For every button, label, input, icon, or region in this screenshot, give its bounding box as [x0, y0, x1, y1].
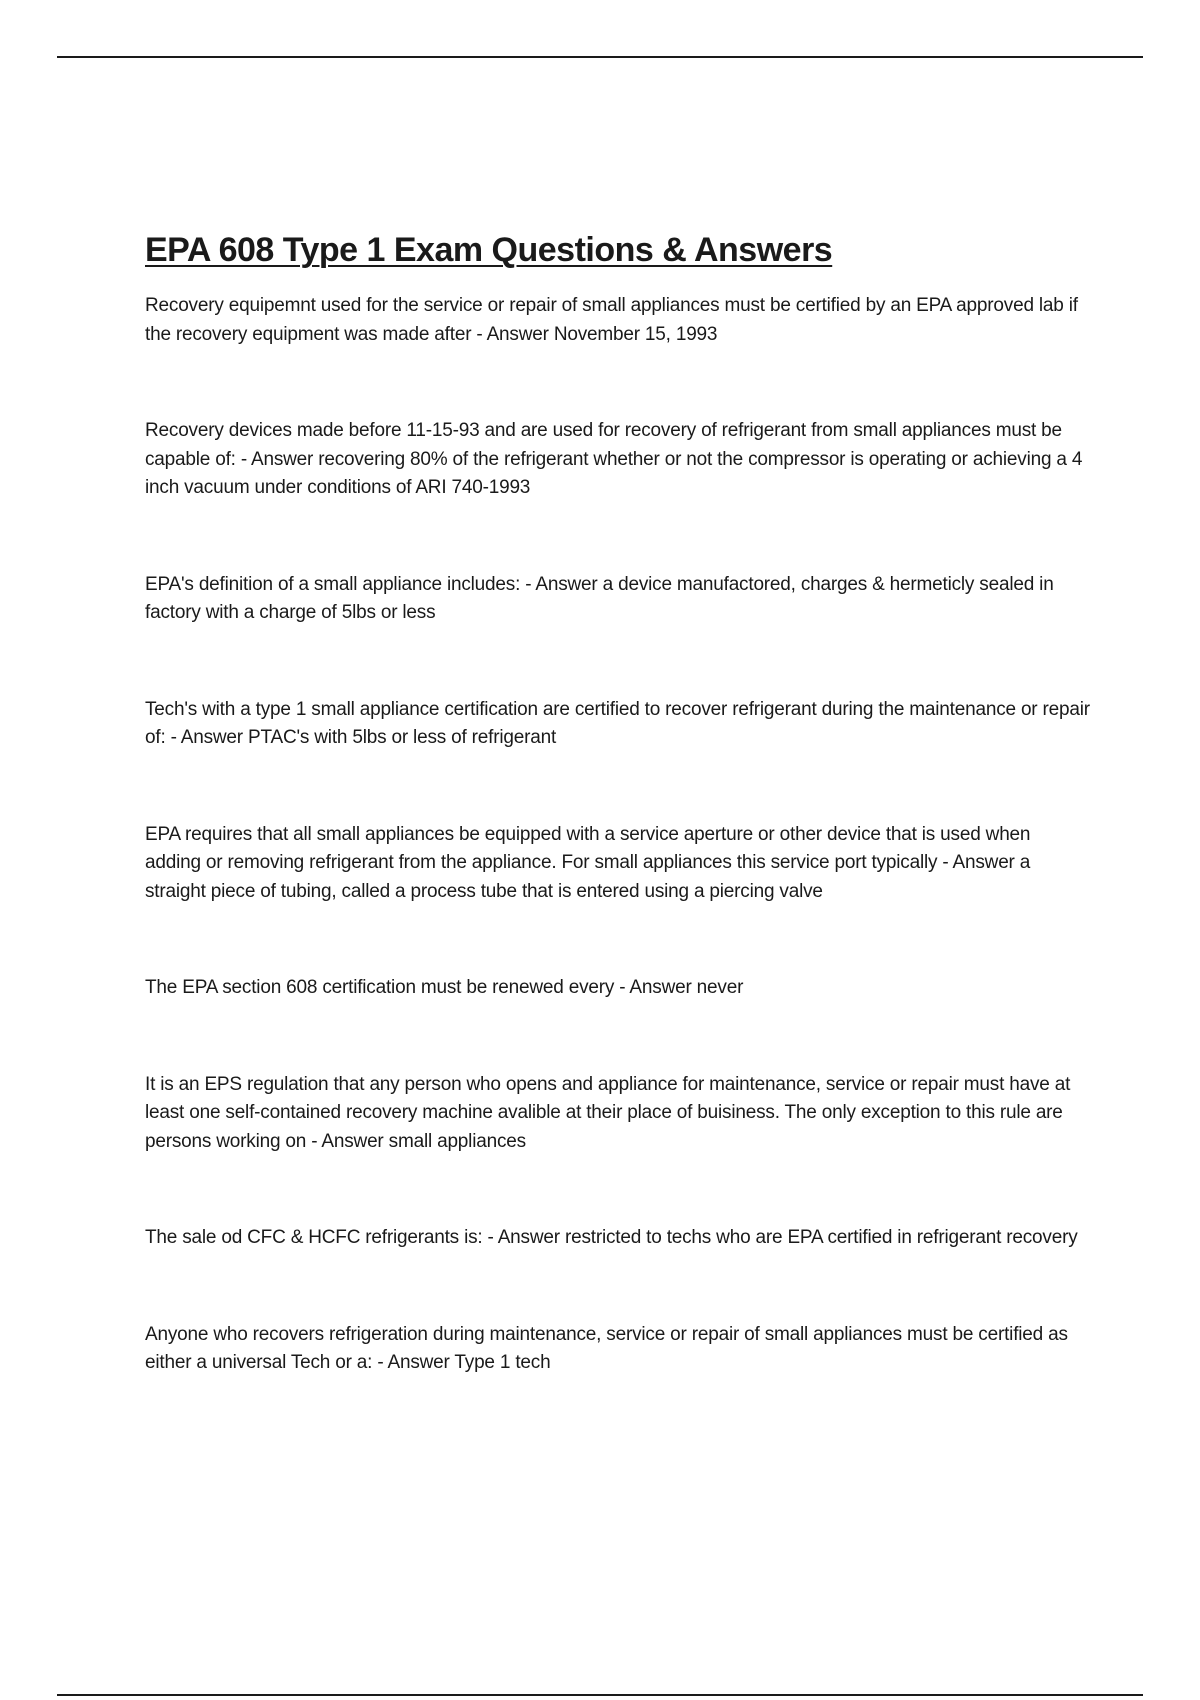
answer-text: restricted to techs who are EPA certified in refrigerant recovery: [564, 1227, 1078, 1248]
qa-item: [145, 1071, 1090, 1157]
answer-separator: - Answer: [614, 977, 697, 998]
answer-separator: - Answer: [482, 1227, 565, 1248]
answer-separator: - Answer: [306, 1130, 389, 1152]
bottom-rule: [57, 1694, 1143, 1696]
answer-separator: - Answer: [235, 448, 319, 470]
qa-list: [145, 292, 1090, 1378]
qa-item: [145, 1321, 1090, 1378]
qa-item: [145, 417, 1090, 503]
answer-text: never: [696, 977, 744, 998]
question-text: Recovery devices made before 11-15-93 and are used for recovery of refrigerant from small appliances must be capable of:: [145, 420, 1062, 470]
answer-text: PTAC's with 5lbs or less of refrigerant: [248, 727, 557, 748]
answer-text: a device manufactored, charges & hermeticly sealed in factory with a charge of 5lbs or less: [145, 573, 1054, 623]
question-text: Anyone who recovers refrigeration during maintenance, service or repair of small appliances must be certified as either a universal Tech or a:: [145, 1323, 1068, 1373]
question-text: Recovery equipemnt used for the service or repair of small appliances must be certified by an EPA approved lab if the recovery equipment was made after: [145, 295, 1078, 345]
question-text: EPA requires that all small appliances be equipped with a service aperture or other device that is used when adding or removing refrigerant from the appliance. For small appliances this service port typically: [145, 823, 1031, 873]
answer-separator: - Answer: [937, 852, 1020, 873]
qa-item: [145, 1224, 1090, 1253]
answer-text: Type 1 tech: [454, 1352, 551, 1373]
answer-text: recovering 80% of the refrigerant whether or not the compressor is operating or achieving a 4 inch vacuum under conditions of ARI 740-1993: [145, 448, 1083, 498]
qa-item: [145, 292, 1090, 349]
answer-separator: - Answer: [520, 573, 603, 595]
question-text: Tech's with a type 1 small appliance certification are certified to recover refrigerant during the maintenance or repair of:: [145, 698, 1090, 748]
answer-text: a straight piece of tubing, called a process tube that is entered using a piercing valve: [145, 852, 1031, 902]
question-text: The EPA section 608 certification must be renewed every: [145, 977, 615, 998]
answer-separator: - Answer: [165, 727, 249, 748]
document-title: EPA 608 Type 1 Exam Questions & Answers: [145, 231, 833, 269]
top-rule: [57, 56, 1143, 58]
answer-separator: - Answer: [372, 1352, 455, 1373]
question-text: EPA's definition of a small appliance includes:: [145, 573, 521, 595]
question-text: The sale od CFC & HCFC refrigerants is:: [145, 1227, 483, 1248]
qa-item: [145, 571, 1090, 628]
answer-text: small appliances: [388, 1130, 526, 1152]
qa-item: [145, 974, 1090, 1003]
qa-item: [145, 821, 1090, 907]
answer-text: November 15, 1993: [553, 323, 718, 345]
qa-item: [145, 696, 1090, 753]
document-body: [145, 228, 1090, 1446]
answer-separator: - Answer: [471, 323, 554, 345]
question-text: It is an EPS regulation that any person who opens and appliance for maintenance, service or repair must have at least one self-contained recovery machine avalible at their place of buisiness. The only exception to this rule are persons working on: [145, 1073, 1071, 1152]
